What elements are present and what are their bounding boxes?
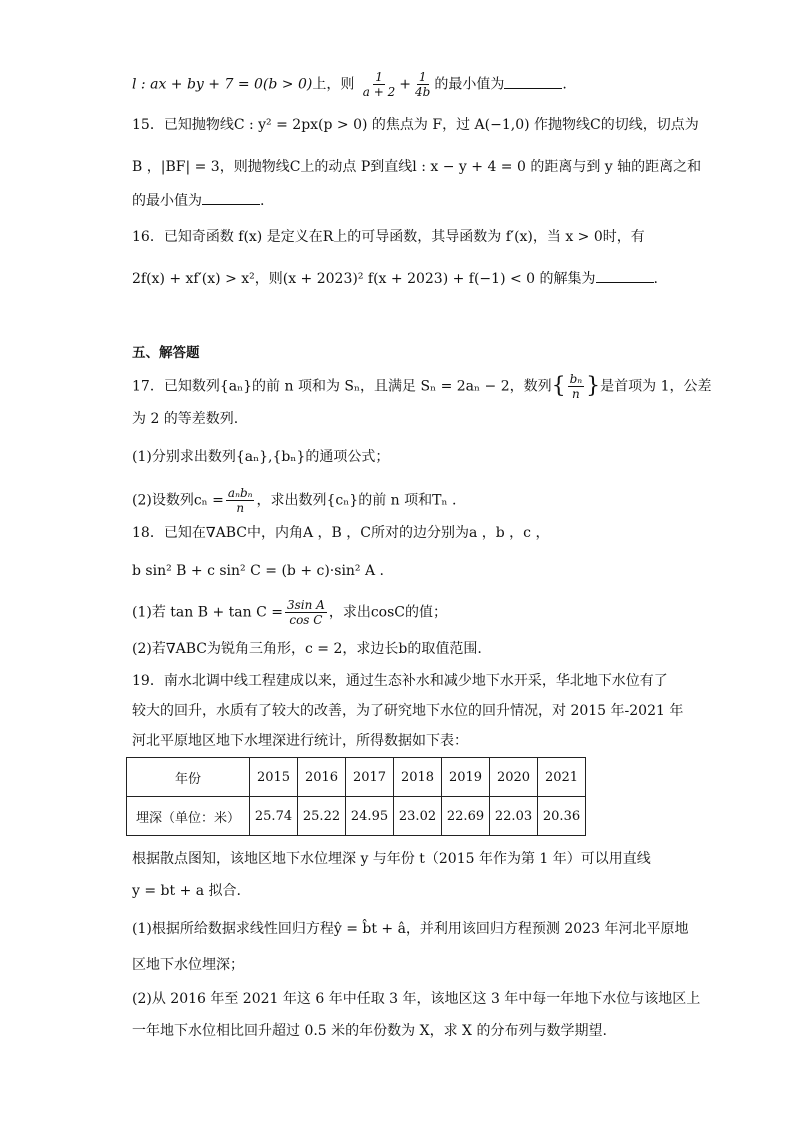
table-cell: 24.95: [346, 797, 394, 836]
table-cell: 25.22: [298, 797, 346, 836]
q15-line-1: 15．已知抛物线C : y² = 2px(p > 0) 的焦点为 F，过 A(−1,0) 作抛物线C的切线，切点为: [132, 117, 699, 133]
table-header-year: 年份: [127, 758, 250, 797]
q14-fraction-2: $\frac{1}{4b}$: [415, 70, 431, 99]
table-cell: 2020: [490, 758, 538, 797]
q15-line-2: B ，|BF| = 3，则抛物线C上的动点 P到直线l : x − y + 4 = 0 的距离与到 y 轴的距离之和: [132, 159, 702, 175]
q17-part-2: (2)设数列cₙ = $\frac{\text{aₙbₙ}}{n}$ ，求出数列{cₙ}的前 n 项和Tₙ .: [132, 486, 457, 515]
q18-line-1: 18．已知在∇ABC中，内角A ，B ，C所对的边分别为a ，b ，c ，: [132, 525, 550, 541]
q19-after-table-2: y = bt + a 拟合.: [132, 883, 242, 899]
table-cell: 2019: [442, 758, 490, 797]
q17-line-1: 17．已知数列{aₙ}的前 n 项和为 Sₙ，且满足 Sₙ = 2aₙ − 2，数列{ $\frac{\text{bₙ}}{n}$ }是首项为 1，公差: [132, 372, 712, 401]
q18-part-2: (2)若∇ABC为锐角三角形，c = 2，求边长b的取值范围.: [132, 641, 482, 657]
table-cell: 2017: [346, 758, 394, 797]
q15-answer-blank[interactable]: [202, 190, 260, 205]
table-cell: 23.02: [394, 797, 442, 836]
groundwater-table: [126, 757, 586, 836]
q14-mid-text: 上，则: [312, 76, 355, 93]
q16-line-1: 16．已知奇函数 f(x) 是定义在R上的可导函数，其导函数为 f′(x)，当 x > 0时，有: [132, 229, 645, 245]
table-header-depth: 埋深（单位：米）: [127, 797, 250, 836]
q14-fraction-1: $\frac{1}{a + 2}$: [362, 70, 396, 99]
q14-tail-line: l : ax + by + 7 = 0(b > 0)上，则 $\frac{1}{a + 2}$ + $\frac{1}{4b}$ 的最小值为 .: [132, 70, 567, 99]
q15-line-3: 的最小值为 .: [132, 190, 644, 212]
table-cell: 22.69: [442, 797, 490, 836]
q18-part-1: (1)若 tan B + tan C = $\frac{\text{3sin A}}{\text{cos C}}$ ，求出cosC的值；: [132, 598, 447, 627]
q19-line-1: 19．南水北调中线工程建成以来，通过生态补水和减少地下水开采，华北地下水位有了: [132, 673, 668, 689]
table-cell: 22.03: [490, 797, 538, 836]
table-cell: 25.74: [250, 797, 298, 836]
table-cell: 2018: [394, 758, 442, 797]
q17-fraction: $\frac{\text{bₙ}}{n}$: [569, 372, 583, 401]
q19-part-1-line-2: 区地下水位埋深；: [132, 957, 244, 973]
q14-suffix-text: 的最小值为: [434, 76, 505, 93]
q19-line-3: 河北平原地区地下水埋深进行统计，所得数据如下表：: [132, 733, 468, 749]
table-cell: 20.36: [538, 797, 586, 836]
q17-part2-fraction: $\frac{\text{aₙbₙ}}{n}$: [227, 486, 253, 515]
section-title: 五、解答题: [132, 345, 200, 361]
q14-answer-blank[interactable]: [504, 74, 562, 89]
q18-line-2: b sin² B + c sin² C = (b + c)·sin² A .: [132, 563, 385, 579]
q14-line-equation: l : ax + by + 7 = 0(b > 0): [132, 76, 313, 93]
q19-part-2-line-2: 一年地下水位相比回升超过 0.5 米的年份数为 X，求 X 的分布列与数学期望.: [132, 1023, 607, 1039]
q19-part-1-line-1: (1)根据所给数据求线性回归方程ŷ = b̂t + â，并利用该回归方程预测 2023 年河北平原地: [132, 921, 689, 937]
q19-after-table-1: 根据散点图知，该地区地下水位埋深 y 与年份 t（2015 年作为第 1 年）可以用直线: [132, 851, 651, 867]
table-row: [127, 758, 586, 797]
table-row: [127, 797, 586, 836]
q16-line-2: 2f(x) + xf′(x) > x²，则(x + 2023)² f(x + 2023) + f(−1) < 0 的解集为 .: [132, 268, 644, 290]
q17-line-2: 为 2 的等差数列.: [132, 411, 239, 427]
q19-line-2: 较大的回升，水质有了较大的改善，为了研究地下水位的回升情况，对 2015 年-2021 年: [132, 703, 684, 719]
q19-part-2-line-1: (2)从 2016 年至 2021 年这 6 年中任取 3 年，该地区这 3 年中每一年地下水位与该地区上: [132, 991, 701, 1007]
table-cell: 2015: [250, 758, 298, 797]
q18-fraction: $\frac{\text{3sin A}}{\text{cos C}}$: [286, 598, 325, 627]
q16-answer-blank[interactable]: [596, 268, 654, 283]
table-cell: 2021: [538, 758, 586, 797]
table-cell: 2016: [298, 758, 346, 797]
q17-part-1: (1)分别求出数列{aₙ},{bₙ}的通项公式；: [132, 449, 390, 465]
